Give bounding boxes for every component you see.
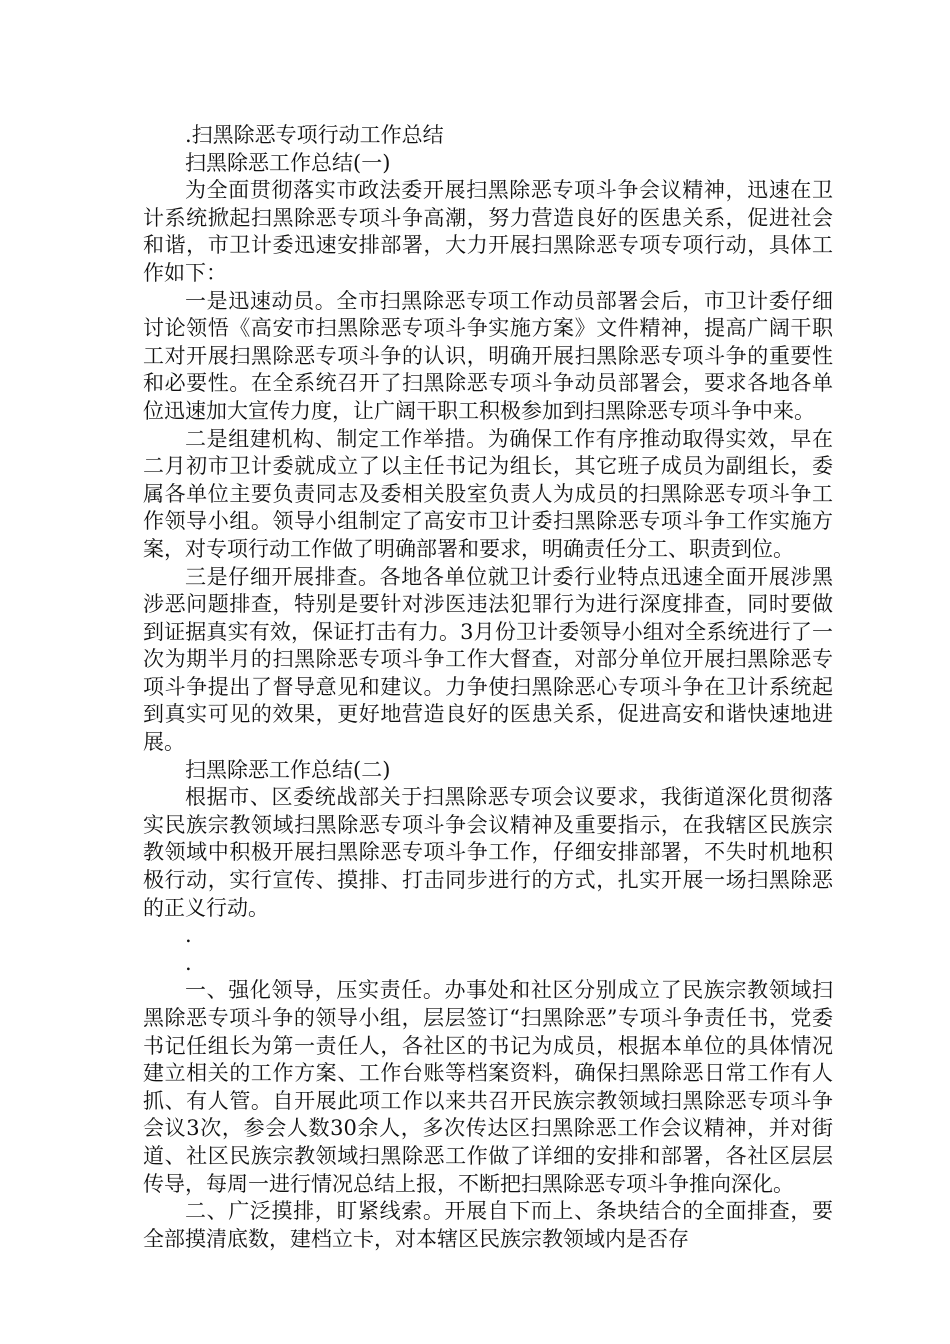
- section2-paragraph: 二、广泛摸排，盯紧线索。开展自下而上、条块结合的全面排查，要全部摸清底数，建档立卡，对本辖区民族宗教领域内是否存: [143, 1199, 833, 1251]
- section1-paragraph: 一是迅速动员。全市扫黑除恶专项工作动员部署会后，市卫计委仔细讨论领悟《高安市扫黑除恶专项斗争实施方案》文件精神，提高广阔干职工对开展扫黑除恶专项斗争的认识，明确开展扫黑除恶专项斗争的重要性和必要性。在全系统召开了扫黑除恶专项斗争动员部署会，要求各地各单位迅速加大宣传力度，让广阔干职工积极参加到扫黑除恶专项斗争中来。: [143, 288, 833, 423]
- separator-dot: .: [185, 923, 192, 948]
- section1-heading: 扫黑除恶工作总结(一): [185, 150, 391, 175]
- section2-intro: 根据市、区委统战部关于扫黑除恶专项会议要求，我街道深化贯彻落实民族宗教领域扫黑除恶专项斗争会议精神及重要指示，在我辖区民族宗教领域中积极开展扫黑除恶专项斗争工作，仔细安排部署，不失时机地积极行动，实行宣传、摸排、打击同步进行的方式，扎实开展一场扫黑除恶的正义行动。: [143, 785, 833, 920]
- section2-heading: 扫黑除恶工作总结(二): [185, 757, 391, 782]
- section2-paragraph: 一、强化领导，压实责任。办事处和社区分别成立了民族宗教领域扫黑除恶专项斗争的领导小组，层层签订“扫黑除恶”专项斗争责任书，党委书记任组长为第一责任人，各社区的书记为成员，根据本单位的具体情况建立相关的工作方案、工作台账等档案资料，确保扫黑除恶日常工作有人抓、有人管。自开展此项工作以来共召开民族宗教领域扫黑除恶专项斗争会议3次，参会人数30余人，多次传达区扫黑除恶工作会议精神，并对街道、社区民族宗教领域扫黑除恶工作做了详细的安排和部署，各社区层层传导，每周一进行情况总结上报，不断把扫黑除恶专项斗争推向深化。: [143, 978, 833, 1196]
- separator-dot: .: [185, 950, 192, 975]
- section1-paragraph: 为全面贯彻落实市政法委开展扫黑除恶专项斗争会议精神，迅速在卫计系统掀起扫黑除恶专项斗争高潮，努力营造良好的医患关系，促进社会和谐，市卫计委迅速安排部署，大力开展扫黑除恶专项专项行动，具体工作如下：: [143, 178, 833, 285]
- document-title: .扫黑除恶专项行动工作总结: [185, 123, 444, 147]
- section1-paragraph: 三是仔细开展排查。各地各单位就卫计委行业特点迅速全面开展涉黑涉恶问题排查，特别是要针对涉医违法犯罪行为进行深度排查，同时要做到证据真实有效，保证打击有力。3月份卫计委领导小组对全系统进行了一次为期半月的扫黑除恶专项斗争工作大督查，对部分单位开展扫黑除恶专项斗争提出了督导意见和建议。力争使扫黑除恶心专项斗争在卫计系统起到真实可见的效果，更好地营造良好的医患关系，促进高安和谐快速地进展。: [143, 564, 833, 755]
- document-page: [143, 122, 833, 1253]
- section1-paragraph: 二是组建机构、制定工作举措。为确保工作有序推动取得实效，早在二月初市卫计委就成立了以主任书记为组长，其它班子成员为副组长，委属各单位主要负责同志及委相关股室负责人为成员的扫黑除恶专项斗争工作领导小组。领导小组制定了高安市卫计委扫黑除恶专项斗争工作实施方案，对专项行动工作做了明确部署和要求，明确责任分工、职责到位。: [143, 426, 833, 561]
